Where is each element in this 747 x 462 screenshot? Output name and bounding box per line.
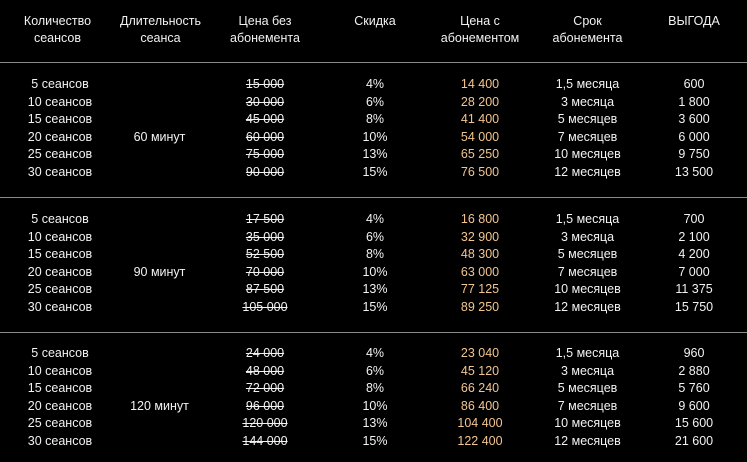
subscription-term: 5 месяцев — [557, 112, 618, 126]
price-without-subscription: 15 000 — [245, 77, 285, 91]
subscription-term: 1,5 месяца — [555, 212, 620, 226]
session-count: 30 сеансов — [27, 433, 93, 448]
discount-percent: 4% — [365, 77, 385, 91]
table-row — [0, 380, 747, 398]
table-row — [0, 246, 747, 264]
gain-amount: 13 500 — [674, 164, 714, 179]
price-with-subscription: 45 120 — [460, 363, 500, 378]
discount-percent: 8% — [365, 112, 385, 126]
price-without-subscription: 60 000 — [245, 129, 285, 144]
gain-amount: 1 800 — [678, 94, 710, 109]
table-row — [0, 281, 747, 299]
subscription-term: 7 месяцев — [557, 129, 618, 144]
discount-percent: 6% — [365, 94, 385, 109]
subscription-term: 5 месяцев — [557, 381, 618, 395]
table-row — [0, 363, 747, 381]
subscription-term: 10 месяцев — [554, 282, 621, 296]
price-with-subscription: 16 800 — [460, 212, 500, 226]
gain-amount: 6 000 — [678, 129, 710, 144]
discount-percent: 6% — [365, 229, 385, 244]
gain-amount: 5 760 — [678, 381, 710, 395]
session-count: 30 сеансов — [27, 164, 93, 179]
discount-percent: 6% — [365, 363, 385, 378]
price-with-subscription: 54 000 — [460, 129, 500, 144]
discount-percent: 15% — [362, 433, 388, 448]
price-with-subscription: 122 400 — [457, 433, 503, 448]
header-price-with-subscription: Цена с абонементом — [440, 14, 520, 45]
table-row — [0, 76, 747, 94]
table-row — [0, 433, 747, 451]
header-subscription-term: Срок абонемента — [552, 14, 623, 45]
subscription-term: 12 месяцев — [554, 299, 621, 314]
gain-amount: 3 600 — [678, 112, 710, 126]
price-with-subscription: 28 200 — [460, 94, 500, 109]
price-with-subscription: 41 400 — [460, 112, 500, 126]
gain-amount: 600 — [683, 77, 705, 91]
divider-line — [0, 62, 747, 63]
session-duration: 60 минут — [133, 129, 186, 144]
session-count: 10 сеансов — [27, 363, 93, 378]
table-row — [0, 415, 747, 433]
session-count: 25 сеансов — [27, 147, 93, 161]
price-without-subscription: 24 000 — [245, 346, 285, 360]
discount-percent: 15% — [362, 164, 388, 179]
subscription-term: 5 месяцев — [557, 247, 618, 261]
divider-line — [0, 332, 747, 333]
table-row — [0, 264, 747, 282]
session-count: 20 сеансов — [27, 264, 93, 279]
gain-amount: 9 600 — [678, 398, 710, 413]
session-count: 25 сеансов — [27, 416, 93, 430]
table-row — [0, 129, 747, 147]
subscription-term: 3 месяца — [560, 94, 615, 109]
price-with-subscription: 14 400 — [460, 77, 500, 91]
discount-percent: 13% — [362, 282, 388, 296]
discount-percent: 13% — [362, 416, 388, 430]
price-with-subscription: 63 000 — [460, 264, 500, 279]
subscription-term: 7 месяцев — [557, 264, 618, 279]
price-without-subscription: 72 000 — [245, 381, 285, 395]
table-row — [0, 345, 747, 363]
discount-percent: 4% — [365, 346, 385, 360]
table-row — [0, 111, 747, 129]
discount-percent: 8% — [365, 381, 385, 395]
subscription-term: 10 месяцев — [554, 416, 621, 430]
discount-percent: 10% — [362, 129, 388, 144]
price-without-subscription: 48 000 — [245, 363, 285, 378]
session-count: 20 сеансов — [27, 129, 93, 144]
session-duration: 120 минут — [130, 398, 189, 413]
subscription-term: 1,5 месяца — [555, 77, 620, 91]
price-without-subscription: 17 500 — [245, 212, 285, 226]
session-count: 25 сеансов — [27, 282, 93, 296]
gain-amount: 700 — [683, 212, 705, 226]
table-row — [0, 398, 747, 416]
discount-percent: 13% — [362, 147, 388, 161]
price-without-subscription: 70 000 — [245, 264, 285, 279]
session-count: 15 сеансов — [27, 112, 93, 126]
table-row — [0, 164, 747, 182]
duration-group — [0, 76, 747, 181]
subscription-term: 1,5 месяца — [555, 346, 620, 360]
subscription-term: 12 месяцев — [554, 164, 621, 179]
table-row — [0, 229, 747, 247]
header-price-without-subscription: Цена без абонемента — [230, 14, 300, 45]
discount-percent: 10% — [362, 398, 388, 413]
gain-amount: 9 750 — [678, 147, 710, 161]
session-count: 10 сеансов — [27, 229, 93, 244]
price-without-subscription: 87 500 — [245, 282, 285, 296]
price-without-subscription: 105 000 — [242, 299, 288, 314]
session-count: 5 сеансов — [31, 212, 89, 226]
discount-percent: 15% — [362, 299, 388, 314]
price-with-subscription: 32 900 — [460, 229, 500, 244]
subscription-term: 7 месяцев — [557, 398, 618, 413]
price-without-subscription: 75 000 — [245, 147, 285, 161]
duration-group — [0, 211, 747, 316]
divider-line — [0, 197, 747, 198]
price-without-subscription: 144 000 — [242, 433, 288, 448]
price-without-subscription: 35 000 — [245, 229, 285, 244]
header-session-count: Количество сеансов — [23, 14, 92, 45]
session-duration: 90 минут — [133, 264, 186, 279]
price-without-subscription: 90 000 — [245, 164, 285, 179]
session-count: 15 сеансов — [27, 381, 93, 395]
gain-amount: 11 375 — [675, 282, 713, 296]
table-row — [0, 211, 747, 229]
discount-percent: 8% — [365, 247, 385, 261]
header-discount: Скидка — [354, 14, 396, 28]
subscription-term: 3 месяца — [560, 363, 615, 378]
price-without-subscription: 120 000 — [242, 416, 288, 430]
header-session-duration: Длительность сеанса — [119, 14, 201, 45]
gain-amount: 2 880 — [678, 363, 710, 378]
session-count: 15 сеансов — [27, 247, 93, 261]
subscription-term: 12 месяцев — [554, 433, 621, 448]
price-with-subscription: 65 250 — [460, 147, 500, 161]
price-without-subscription: 96 000 — [245, 398, 285, 413]
table-row — [0, 146, 747, 164]
duration-group — [0, 345, 747, 450]
price-with-subscription: 66 240 — [460, 381, 500, 395]
header-gain: ВЫГОДА — [668, 14, 720, 28]
table-row — [0, 299, 747, 317]
table-row — [0, 94, 747, 112]
price-with-subscription: 104 400 — [457, 416, 503, 430]
subscription-term: 10 месяцев — [554, 147, 621, 161]
session-count: 20 сеансов — [27, 398, 93, 413]
price-with-subscription: 23 040 — [460, 346, 500, 360]
discount-percent: 10% — [362, 264, 388, 279]
price-with-subscription: 76 500 — [460, 164, 500, 179]
gain-amount: 2 100 — [678, 229, 710, 244]
gain-amount: 21 600 — [674, 433, 714, 448]
gain-amount: 960 — [683, 346, 705, 360]
gain-amount: 15 600 — [674, 416, 714, 430]
subscription-term: 3 месяца — [560, 229, 615, 244]
price-without-subscription: 45 000 — [245, 112, 285, 126]
session-count: 10 сеансов — [27, 94, 93, 109]
price-without-subscription: 30 000 — [245, 94, 285, 109]
price-with-subscription: 48 300 — [460, 247, 500, 261]
price-without-subscription: 52 500 — [245, 247, 285, 261]
price-with-subscription: 89 250 — [460, 299, 500, 314]
price-with-subscription: 77 125 — [460, 282, 500, 296]
gain-amount: 4 200 — [678, 247, 710, 261]
gain-amount: 15 750 — [674, 299, 714, 314]
table-header — [0, 0, 747, 62]
gain-amount: 7 000 — [678, 264, 710, 279]
session-count: 30 сеансов — [27, 299, 93, 314]
session-count: 5 сеансов — [31, 77, 89, 91]
discount-percent: 4% — [365, 212, 385, 226]
session-count: 5 сеансов — [31, 346, 89, 360]
price-with-subscription: 86 400 — [460, 398, 500, 413]
